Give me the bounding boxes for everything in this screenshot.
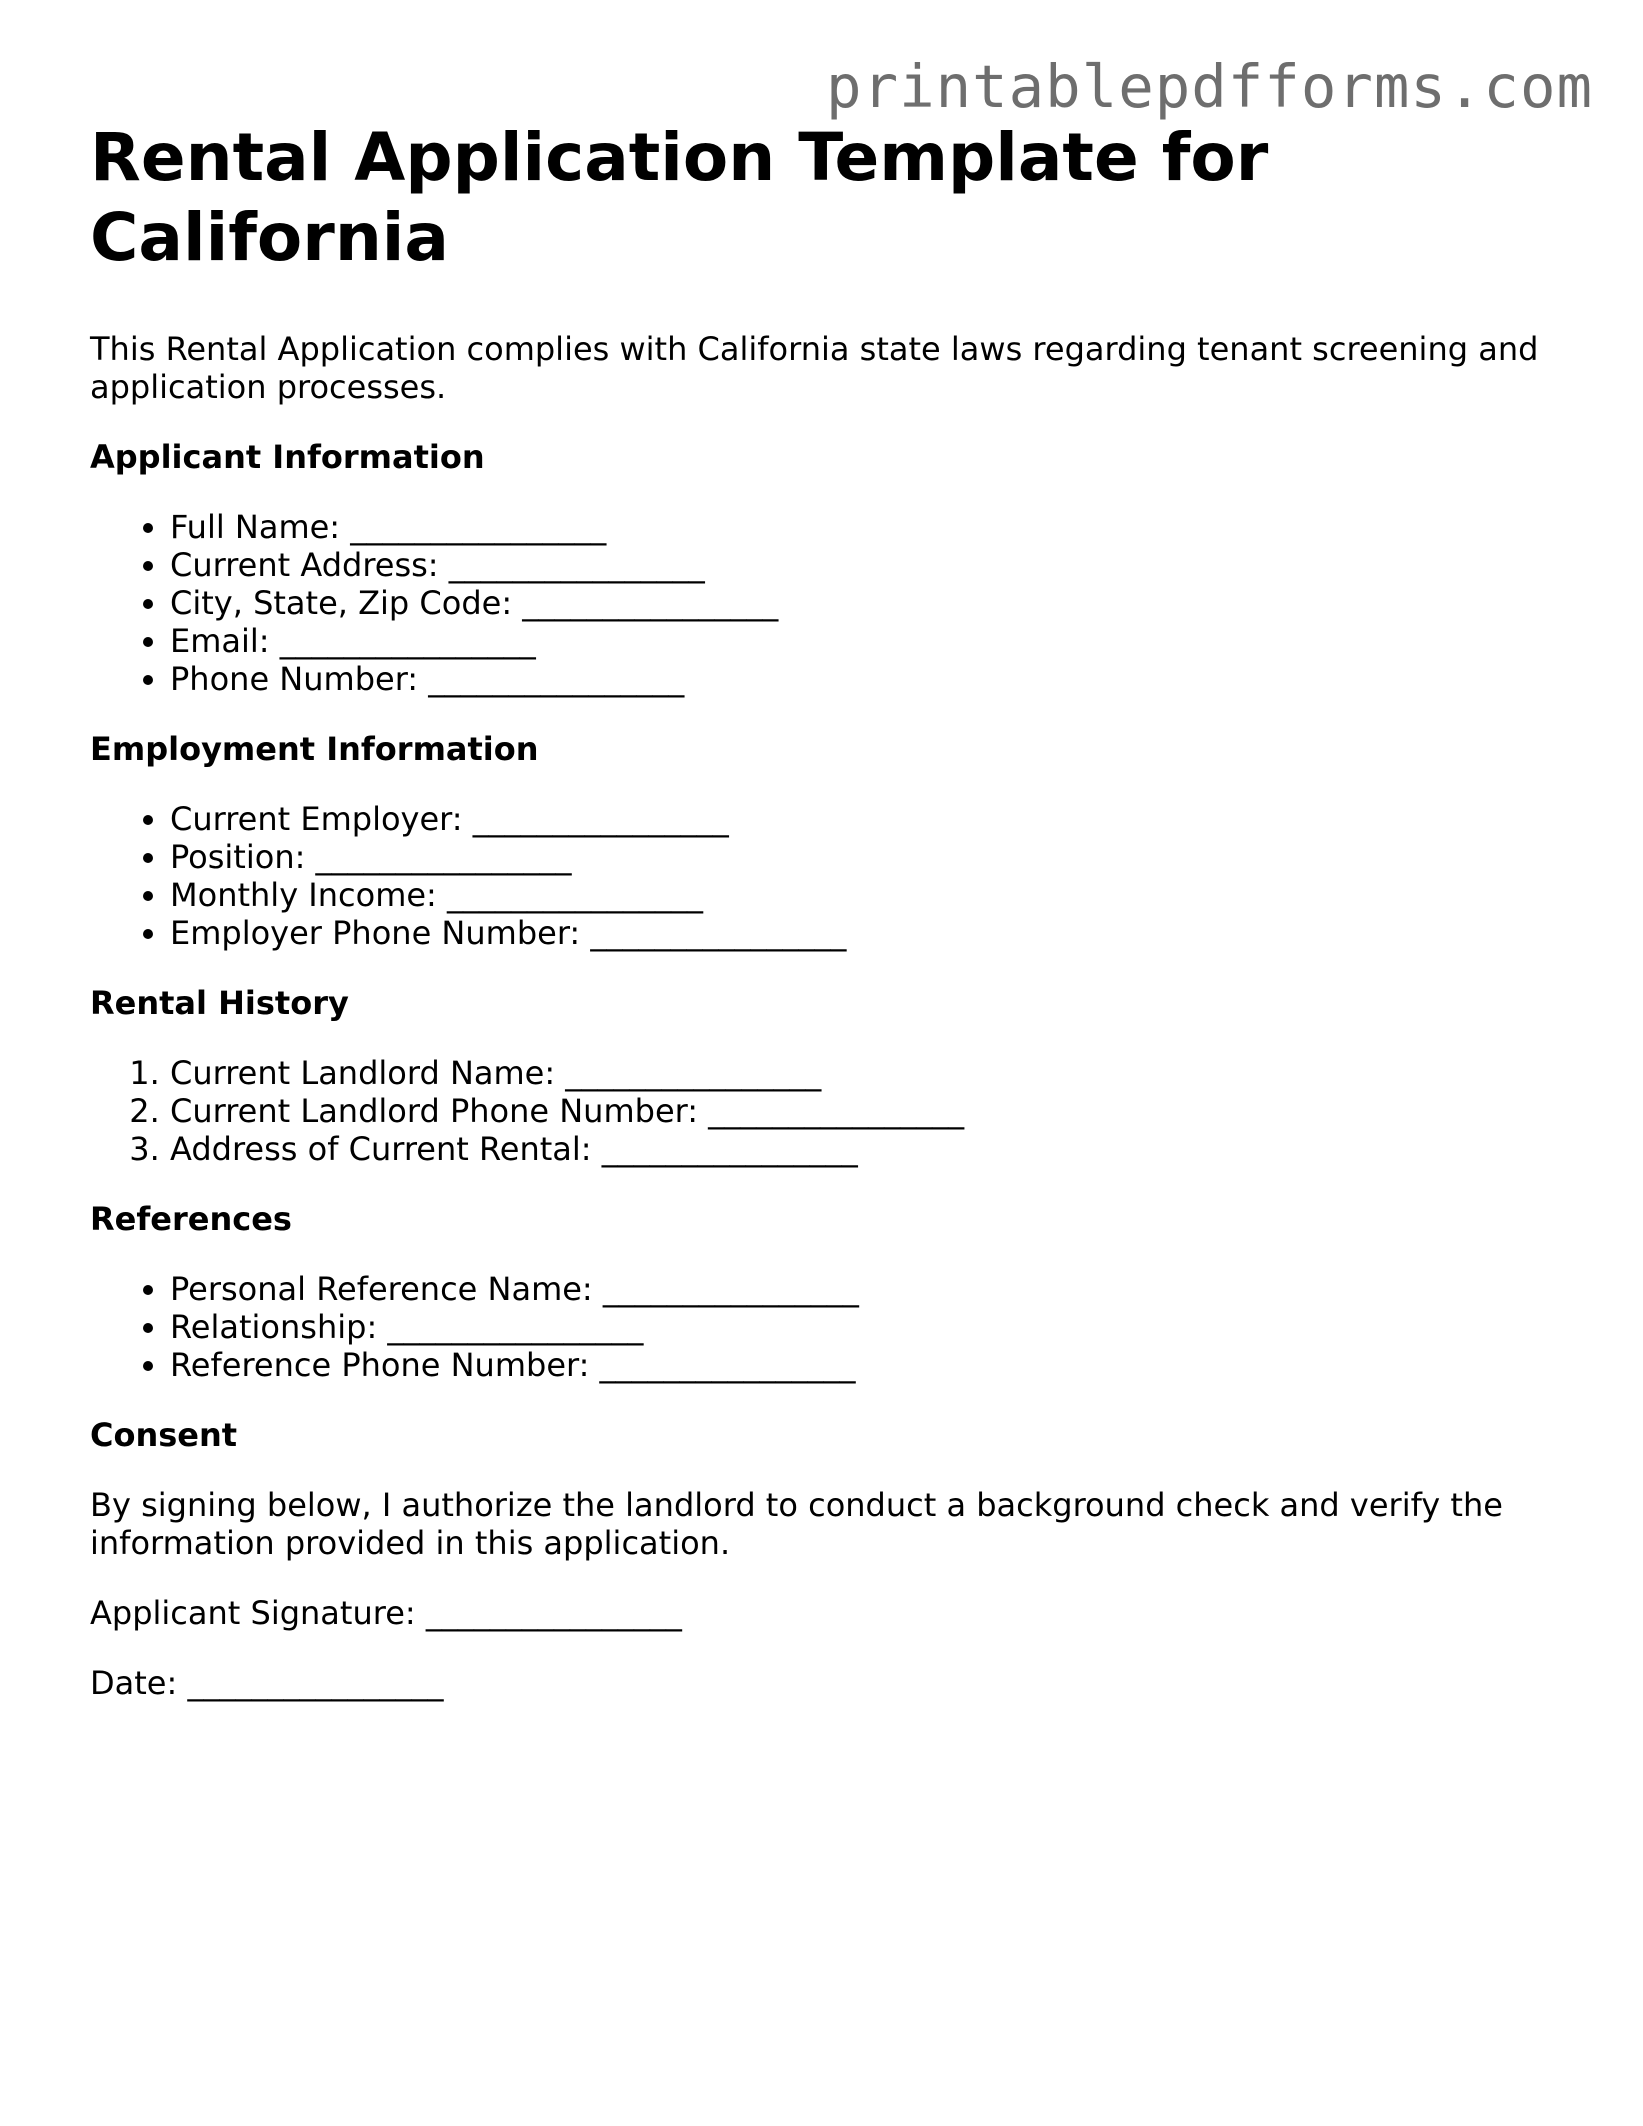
field-phone-number: • Phone Number: ________________ xyxy=(170,660,1560,698)
field-full-name: • Full Name: ________________ xyxy=(170,508,1560,546)
section-heading-rental-history: Rental History xyxy=(90,984,349,1022)
rental-history-fields-list xyxy=(90,1054,1560,1168)
blank-line[interactable]: ________________ xyxy=(565,1054,822,1092)
blank-line[interactable]: ________________ xyxy=(428,660,685,698)
field-rental-address: 3. Address of Current Rental: ________________ xyxy=(170,1130,1560,1168)
date-line: Date: ________________ xyxy=(90,1664,444,1702)
field-city-state-zip: • City, State, Zip Code: ________________ xyxy=(170,584,1560,622)
section-heading-references: References xyxy=(90,1200,292,1238)
blank-line[interactable]: ________________ xyxy=(425,1594,682,1632)
blank-line[interactable]: ________________ xyxy=(601,1130,858,1168)
blank-line[interactable]: ________________ xyxy=(187,1664,444,1702)
field-landlord-phone: 2. Current Landlord Phone Number: ________________ xyxy=(170,1092,1560,1130)
document-page xyxy=(90,118,1560,1702)
blank-line[interactable]: ________________ xyxy=(387,1308,644,1346)
page-title: Rental Application Template for California xyxy=(90,119,1269,276)
blank-line[interactable]: ________________ xyxy=(599,1346,856,1384)
consent-paragraph: By signing below, I authorize the landlord to conduct a background check and verify the information provided in this application. xyxy=(90,1486,1503,1562)
field-reference-phone: • Reference Phone Number: ________________ xyxy=(170,1346,1560,1384)
section-heading-consent: Consent xyxy=(90,1416,238,1454)
field-employer-phone: • Employer Phone Number: ________________ xyxy=(170,914,1560,952)
field-relationship: • Relationship: ________________ xyxy=(170,1308,1560,1346)
references-fields-list xyxy=(90,1270,1560,1384)
signature-line: Applicant Signature: ________________ xyxy=(90,1594,682,1632)
applicant-fields-list xyxy=(90,508,1560,698)
watermark: printablepdfforms.com xyxy=(826,52,1593,121)
employment-fields-list xyxy=(90,800,1560,952)
intro-paragraph: This Rental Application complies with California state laws regarding tenant screening and application processes. xyxy=(90,330,1539,406)
blank-line[interactable]: ________________ xyxy=(447,876,703,914)
field-monthly-income: • Monthly Income: ________________ xyxy=(170,876,1560,914)
blank-line[interactable]: ________________ xyxy=(279,622,536,660)
field-current-address: • Current Address: ________________ xyxy=(170,546,1560,584)
blank-line[interactable]: ________________ xyxy=(315,838,572,876)
field-landlord-name: 1. Current Landlord Name: ________________ xyxy=(170,1054,1560,1092)
blank-line[interactable]: ________________ xyxy=(602,1270,859,1308)
section-heading-applicant: Applicant Information xyxy=(90,438,485,476)
blank-line[interactable]: ________________ xyxy=(590,914,847,952)
field-position: • Position: ________________ xyxy=(170,838,1560,876)
section-heading-employment: Employment Information xyxy=(90,730,539,768)
blank-line[interactable]: ________________ xyxy=(448,546,705,584)
blank-line[interactable]: ________________ xyxy=(350,508,607,546)
blank-line[interactable]: ________________ xyxy=(708,1092,965,1130)
blank-line[interactable]: ________________ xyxy=(522,584,779,622)
field-reference-name: • Personal Reference Name: ________________ xyxy=(170,1270,1560,1308)
field-email: • Email: ________________ xyxy=(170,622,1560,660)
field-current-employer: • Current Employer: ________________ xyxy=(170,800,1560,838)
blank-line[interactable]: ________________ xyxy=(472,800,729,838)
